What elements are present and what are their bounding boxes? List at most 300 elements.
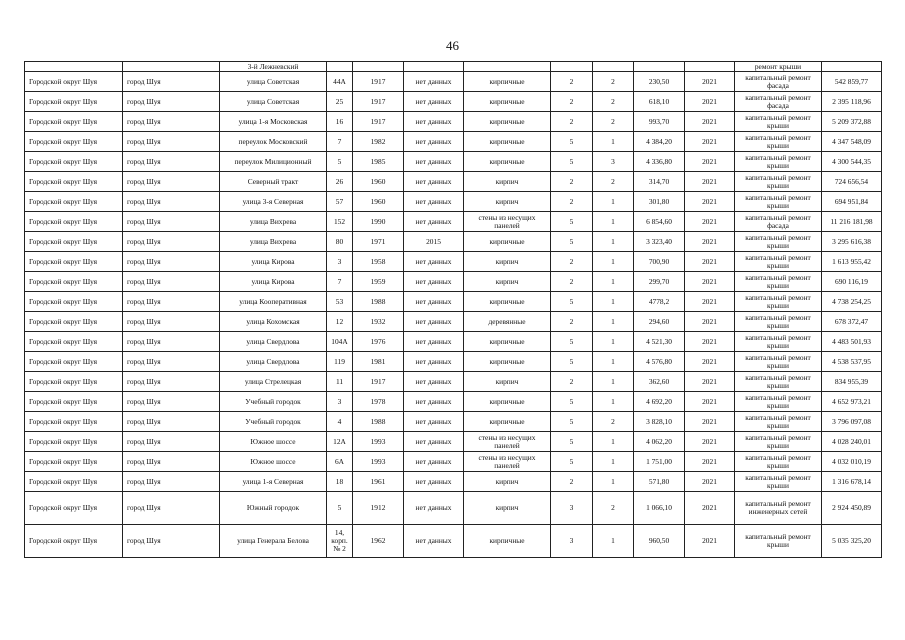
cell-district <box>25 62 123 72</box>
cell-street: переулок Милиционный <box>220 152 327 172</box>
cell-street: Южное шоссе <box>220 432 327 452</box>
cell-cost: 542 859,77 <box>822 72 882 92</box>
cell-built: 1993 <box>353 432 404 452</box>
cell-city: город Шуя <box>123 232 220 252</box>
cell-commissioning: нет данных <box>404 525 464 558</box>
cell-year: 2021 <box>685 472 735 492</box>
cell-commissioning: нет данных <box>404 332 464 352</box>
cell-cost: 690 116,19 <box>822 272 882 292</box>
cell-walls: кирпич <box>464 252 551 272</box>
cell-work: капитальный ремонт фасада <box>735 92 822 112</box>
cell-built: 1932 <box>353 312 404 332</box>
cell-commissioning: нет данных <box>404 152 464 172</box>
cell-cost: 2 924 450,89 <box>822 492 882 525</box>
cell-year: 2021 <box>685 252 735 272</box>
cell-street: Южное шоссе <box>220 452 327 472</box>
cell-work: капитальный ремонт крыши <box>735 292 822 312</box>
cell-walls: кирпичные <box>464 332 551 352</box>
cell-district: Городской округ Шуя <box>25 472 123 492</box>
cell-floors: 3 <box>551 525 593 558</box>
cell-entrances: 3 <box>593 152 634 172</box>
table-row <box>25 292 882 312</box>
table-row <box>25 172 882 192</box>
cell-commissioning: нет данных <box>404 272 464 292</box>
cell-commissioning: нет данных <box>404 72 464 92</box>
cell-city: город Шуя <box>123 252 220 272</box>
cell-cost: 4 538 537,95 <box>822 352 882 372</box>
cell-street: улица Свердлова <box>220 332 327 352</box>
cell-district: Городской округ Шуя <box>25 132 123 152</box>
cell-area: 4 692,20 <box>634 392 685 412</box>
cell-built: 1960 <box>353 192 404 212</box>
cell-year: 2021 <box>685 332 735 352</box>
cell-street: улица Кооперативная <box>220 292 327 312</box>
cell-year: 2021 <box>685 112 735 132</box>
cell-city: город Шуя <box>123 352 220 372</box>
cell-street: улица Кирова <box>220 252 327 272</box>
cell-work: капитальный ремонт крыши <box>735 252 822 272</box>
cell-built: 1960 <box>353 172 404 192</box>
table-row <box>25 252 882 272</box>
cell-year: 2021 <box>685 132 735 152</box>
cell-floors: 5 <box>551 292 593 312</box>
cell-cost: 834 955,39 <box>822 372 882 392</box>
cell-walls: кирпич <box>464 172 551 192</box>
cell-built: 1961 <box>353 472 404 492</box>
cell-house: 5 <box>327 492 353 525</box>
table-row <box>25 452 882 472</box>
cell-entrances: 2 <box>593 172 634 192</box>
cell-year: 2021 <box>685 292 735 312</box>
cell-work: капитальный ремонт крыши <box>735 152 822 172</box>
cell-year: 2021 <box>685 412 735 432</box>
cell-built: 1958 <box>353 252 404 272</box>
cell-city: город Шуя <box>123 112 220 132</box>
table-row <box>25 412 882 432</box>
cell-entrances: 1 <box>593 525 634 558</box>
cell-area: 700,90 <box>634 252 685 272</box>
cell-floors: 2 <box>551 272 593 292</box>
cell-entrances: 1 <box>593 232 634 252</box>
cell-district: Городской округ Шуя <box>25 332 123 352</box>
cell-area: 1 066,10 <box>634 492 685 525</box>
cell-work: капитальный ремонт крыши <box>735 112 822 132</box>
cell-floors: 5 <box>551 452 593 472</box>
cell-walls: кирпич <box>464 492 551 525</box>
cell-area: 571,80 <box>634 472 685 492</box>
cell-walls: кирпичные <box>464 72 551 92</box>
cell-entrances: 2 <box>593 92 634 112</box>
cell-district: Городской округ Шуя <box>25 192 123 212</box>
cell-area: 1 751,00 <box>634 452 685 472</box>
cell-year: 2021 <box>685 352 735 372</box>
cell-work: капитальный ремонт крыши <box>735 392 822 412</box>
cell-area: 4 576,80 <box>634 352 685 372</box>
cell-floors: 5 <box>551 132 593 152</box>
cell-year: 2021 <box>685 272 735 292</box>
cell-house: 3 <box>327 392 353 412</box>
cell-work: капитальный ремонт фасада <box>735 212 822 232</box>
cell-street: улица Кирова <box>220 272 327 292</box>
cell-commissioning: нет данных <box>404 212 464 232</box>
cell-built: 1982 <box>353 132 404 152</box>
cell-cost: 3 295 616,38 <box>822 232 882 252</box>
cell-district: Городской округ Шуя <box>25 492 123 525</box>
cell-area: 618,10 <box>634 92 685 112</box>
cell-house: 4 <box>327 412 353 432</box>
cell-street: улица 1-я Московская <box>220 112 327 132</box>
cell-entrances: 2 <box>593 412 634 432</box>
cell-district: Городской округ Шуя <box>25 525 123 558</box>
housing-registry-table <box>24 61 882 558</box>
table-row <box>25 272 882 292</box>
table-row <box>25 152 882 172</box>
cell-city: город Шуя <box>123 492 220 525</box>
cell-city: город Шуя <box>123 452 220 472</box>
table-row <box>25 432 882 452</box>
cell-cost: 4 652 973,21 <box>822 392 882 412</box>
cell-cost: 4 738 254,25 <box>822 292 882 312</box>
cell-year: 2021 <box>685 192 735 212</box>
cell-commissioning: нет данных <box>404 412 464 432</box>
cell-walls: кирпичные <box>464 232 551 252</box>
cell-street: улица Вихрева <box>220 212 327 232</box>
table-row <box>25 232 882 252</box>
cell-walls: кирпичные <box>464 92 551 112</box>
cell-district: Городской округ Шуя <box>25 272 123 292</box>
cell-built: 1988 <box>353 412 404 432</box>
cell-house: 12 <box>327 312 353 332</box>
cell-built: 1971 <box>353 232 404 252</box>
cell-commissioning: нет данных <box>404 92 464 112</box>
cell-house: 57 <box>327 192 353 212</box>
cell-built: 1978 <box>353 392 404 412</box>
cell-district: Городской округ Шуя <box>25 312 123 332</box>
cell-work: капитальный ремонт крыши <box>735 272 822 292</box>
table-row <box>25 72 882 92</box>
cell-year <box>685 62 735 72</box>
cell-walls: кирпичные <box>464 152 551 172</box>
cell-built: 1917 <box>353 372 404 392</box>
cell-walls: стены из несущих панелей <box>464 432 551 452</box>
cell-entrances: 1 <box>593 272 634 292</box>
cell-entrances: 2 <box>593 492 634 525</box>
cell-street: улица 3-я Северная <box>220 192 327 212</box>
cell-walls: кирпичные <box>464 292 551 312</box>
cell-city: город Шуя <box>123 312 220 332</box>
cell-work: капитальный ремонт крыши <box>735 132 822 152</box>
cell-cost: 678 372,47 <box>822 312 882 332</box>
cell-entrances: 2 <box>593 72 634 92</box>
cell-cost: 11 216 181,98 <box>822 212 882 232</box>
cell-year: 2021 <box>685 172 735 192</box>
cell-floors: 5 <box>551 232 593 252</box>
cell-floors: 2 <box>551 252 593 272</box>
cell-district: Городской округ Шуя <box>25 172 123 192</box>
cell-floors: 2 <box>551 72 593 92</box>
cell-year: 2021 <box>685 212 735 232</box>
cell-built: 1917 <box>353 112 404 132</box>
cell-house: 53 <box>327 292 353 312</box>
cell-floors: 5 <box>551 352 593 372</box>
cell-city: город Шуя <box>123 192 220 212</box>
cell-commissioning: нет данных <box>404 352 464 372</box>
cell-house: 104А <box>327 332 353 352</box>
cell-area: 362,60 <box>634 372 685 392</box>
cell-street: 3-й Лежневский <box>220 62 327 72</box>
table-row <box>25 492 882 525</box>
cell-city: город Шуя <box>123 332 220 352</box>
cell-year: 2021 <box>685 72 735 92</box>
cell-cost: 4 032 010,19 <box>822 452 882 472</box>
cell-walls: стены из несущих панелей <box>464 452 551 472</box>
cell-year: 2021 <box>685 92 735 112</box>
cell-street: Северный тракт <box>220 172 327 192</box>
cell-year: 2021 <box>685 232 735 252</box>
cell-cost: 1 316 678,14 <box>822 472 882 492</box>
cell-floors: 3 <box>551 492 593 525</box>
cell-entrances <box>593 62 634 72</box>
cell-floors: 5 <box>551 392 593 412</box>
cell-walls <box>464 62 551 72</box>
cell-year: 2021 <box>685 372 735 392</box>
cell-year: 2021 <box>685 452 735 472</box>
cell-floors: 2 <box>551 192 593 212</box>
cell-walls: кирпичные <box>464 132 551 152</box>
cell-street: улица Советская <box>220 72 327 92</box>
table-row <box>25 192 882 212</box>
cell-city: город Шуя <box>123 212 220 232</box>
table-row <box>25 212 882 232</box>
cell-work: капитальный ремонт крыши <box>735 412 822 432</box>
cell-area: 4 521,30 <box>634 332 685 352</box>
cell-built: 1962 <box>353 525 404 558</box>
cell-house: 25 <box>327 92 353 112</box>
cell-street: Учебный городок <box>220 412 327 432</box>
cell-area: 960,50 <box>634 525 685 558</box>
table-row <box>25 525 882 558</box>
cell-floors: 2 <box>551 312 593 332</box>
cell-built: 1959 <box>353 272 404 292</box>
cell-city: город Шуя <box>123 152 220 172</box>
cell-street: улица Свердлова <box>220 352 327 372</box>
cell-house: 6А <box>327 452 353 472</box>
cell-house: 18 <box>327 472 353 492</box>
cell-commissioning: нет данных <box>404 392 464 412</box>
table-row <box>25 472 882 492</box>
cell-house: 80 <box>327 232 353 252</box>
cell-district: Городской округ Шуя <box>25 352 123 372</box>
cell-street: улица Вихрева <box>220 232 327 252</box>
cell-year: 2021 <box>685 312 735 332</box>
cell-entrances: 1 <box>593 212 634 232</box>
cell-district: Городской округ Шуя <box>25 432 123 452</box>
cell-house: 3 <box>327 252 353 272</box>
cell-entrances: 1 <box>593 192 634 212</box>
cell-house: 12А <box>327 432 353 452</box>
cell-walls: кирпичные <box>464 112 551 132</box>
cell-city: город Шуя <box>123 392 220 412</box>
cell-work: ремонт крыши <box>735 62 822 72</box>
cell-year: 2021 <box>685 525 735 558</box>
cell-commissioning: нет данных <box>404 132 464 152</box>
cell-area: 4 336,80 <box>634 152 685 172</box>
cell-area: 3 323,40 <box>634 232 685 252</box>
cell-area: 299,70 <box>634 272 685 292</box>
cell-entrances: 1 <box>593 352 634 372</box>
cell-year: 2021 <box>685 152 735 172</box>
cell-commissioning: нет данных <box>404 172 464 192</box>
cell-floors: 2 <box>551 472 593 492</box>
cell-built: 1988 <box>353 292 404 312</box>
cell-house: 7 <box>327 132 353 152</box>
cell-city: город Шуя <box>123 172 220 192</box>
cell-work: капитальный ремонт фасада <box>735 72 822 92</box>
cell-house: 44А <box>327 72 353 92</box>
cell-street: улица 1-я Северная <box>220 472 327 492</box>
cell-cost <box>822 62 882 72</box>
cell-floors: 2 <box>551 172 593 192</box>
cell-district: Городской округ Шуя <box>25 92 123 112</box>
table-row <box>25 372 882 392</box>
cell-walls: кирпичные <box>464 525 551 558</box>
cell-street: улица Стрелецкая <box>220 372 327 392</box>
cell-district: Городской округ Шуя <box>25 112 123 132</box>
cell-built: 1917 <box>353 92 404 112</box>
cell-built: 1912 <box>353 492 404 525</box>
cell-street: Учебный городок <box>220 392 327 412</box>
cell-cost: 5 035 325,20 <box>822 525 882 558</box>
cell-work: капитальный ремонт крыши <box>735 432 822 452</box>
table-row <box>25 332 882 352</box>
cell-district: Городской округ Шуя <box>25 212 123 232</box>
cell-commissioning: нет данных <box>404 372 464 392</box>
cell-street: Южный городок <box>220 492 327 525</box>
cell-walls: кирпичные <box>464 412 551 432</box>
table-row <box>25 352 882 372</box>
cell-city: город Шуя <box>123 72 220 92</box>
cell-area: 6 854,60 <box>634 212 685 232</box>
cell-built: 1976 <box>353 332 404 352</box>
cell-year: 2021 <box>685 392 735 412</box>
cell-work: капитальный ремонт крыши <box>735 312 822 332</box>
cell-entrances: 1 <box>593 132 634 152</box>
cell-work: капитальный ремонт крыши <box>735 332 822 352</box>
cell-year: 2021 <box>685 432 735 452</box>
cell-city: город Шуя <box>123 92 220 112</box>
cell-floors: 5 <box>551 432 593 452</box>
cell-area: 230,50 <box>634 72 685 92</box>
cell-cost: 1 613 955,42 <box>822 252 882 272</box>
cell-district: Городской округ Шуя <box>25 72 123 92</box>
cell-district: Городской округ Шуя <box>25 392 123 412</box>
cell-commissioning <box>404 62 464 72</box>
cell-cost: 2 395 118,96 <box>822 92 882 112</box>
cell-commissioning: нет данных <box>404 292 464 312</box>
cell-floors: 5 <box>551 212 593 232</box>
cell-entrances: 1 <box>593 392 634 412</box>
table-body <box>25 62 882 558</box>
cell-house: 11 <box>327 372 353 392</box>
cell-area: 301,80 <box>634 192 685 212</box>
cell-area: 294,60 <box>634 312 685 332</box>
cell-district: Городской округ Шуя <box>25 452 123 472</box>
cell-house: 152 <box>327 212 353 232</box>
cell-house: 26 <box>327 172 353 192</box>
cell-house <box>327 62 353 72</box>
cell-walls: кирпич <box>464 272 551 292</box>
cell-entrances: 1 <box>593 472 634 492</box>
cell-cost: 4 347 548,09 <box>822 132 882 152</box>
cell-cost: 4 300 544,35 <box>822 152 882 172</box>
cell-city: город Шуя <box>123 412 220 432</box>
cell-cost: 694 951,84 <box>822 192 882 212</box>
cell-district: Городской округ Шуя <box>25 252 123 272</box>
cell-district: Городской округ Шуя <box>25 412 123 432</box>
cell-year: 2021 <box>685 492 735 525</box>
cell-built: 1990 <box>353 212 404 232</box>
cell-commissioning: нет данных <box>404 452 464 472</box>
cell-commissioning: нет данных <box>404 492 464 525</box>
cell-city <box>123 62 220 72</box>
cell-built: 1985 <box>353 152 404 172</box>
cell-entrances: 1 <box>593 252 634 272</box>
cell-city: город Шуя <box>123 472 220 492</box>
cell-area: 4 062,20 <box>634 432 685 452</box>
cell-street: улица Советская <box>220 92 327 112</box>
cell-commissioning: 2015 <box>404 232 464 252</box>
cell-house: 14, корп. № 2 <box>327 525 353 558</box>
cell-entrances: 1 <box>593 432 634 452</box>
cell-floors <box>551 62 593 72</box>
cell-work: капитальный ремонт крыши <box>735 352 822 372</box>
cell-cost: 3 796 097,08 <box>822 412 882 432</box>
cell-floors: 5 <box>551 332 593 352</box>
cell-floors: 2 <box>551 92 593 112</box>
cell-city: город Шуя <box>123 432 220 452</box>
cell-district: Городской округ Шуя <box>25 292 123 312</box>
cell-entrances: 1 <box>593 292 634 312</box>
cell-commissioning: нет данных <box>404 112 464 132</box>
cell-area: 3 828,10 <box>634 412 685 432</box>
cell-built: 1981 <box>353 352 404 372</box>
cell-work: капитальный ремонт крыши <box>735 372 822 392</box>
table-row <box>25 132 882 152</box>
cell-walls: кирпич <box>464 472 551 492</box>
cell-walls: кирпич <box>464 372 551 392</box>
cell-city: город Шуя <box>123 132 220 152</box>
cell-floors: 5 <box>551 412 593 432</box>
cell-commissioning: нет данных <box>404 252 464 272</box>
cell-house: 7 <box>327 272 353 292</box>
cell-commissioning: нет данных <box>404 432 464 452</box>
cell-work: капитальный ремонт инженерных сетей <box>735 492 822 525</box>
cell-entrances: 1 <box>593 332 634 352</box>
cell-walls: деревянные <box>464 312 551 332</box>
cell-district: Городской округ Шуя <box>25 372 123 392</box>
table-row <box>25 392 882 412</box>
cell-cost: 724 656,54 <box>822 172 882 192</box>
cell-city: город Шуя <box>123 272 220 292</box>
cell-work: капитальный ремонт крыши <box>735 472 822 492</box>
cell-work: капитальный ремонт крыши <box>735 525 822 558</box>
cell-floors: 5 <box>551 152 593 172</box>
table-row <box>25 312 882 332</box>
cell-built: 1917 <box>353 72 404 92</box>
cell-entrances: 2 <box>593 112 634 132</box>
cell-work: капитальный ремонт крыши <box>735 452 822 472</box>
cell-commissioning: нет данных <box>404 312 464 332</box>
